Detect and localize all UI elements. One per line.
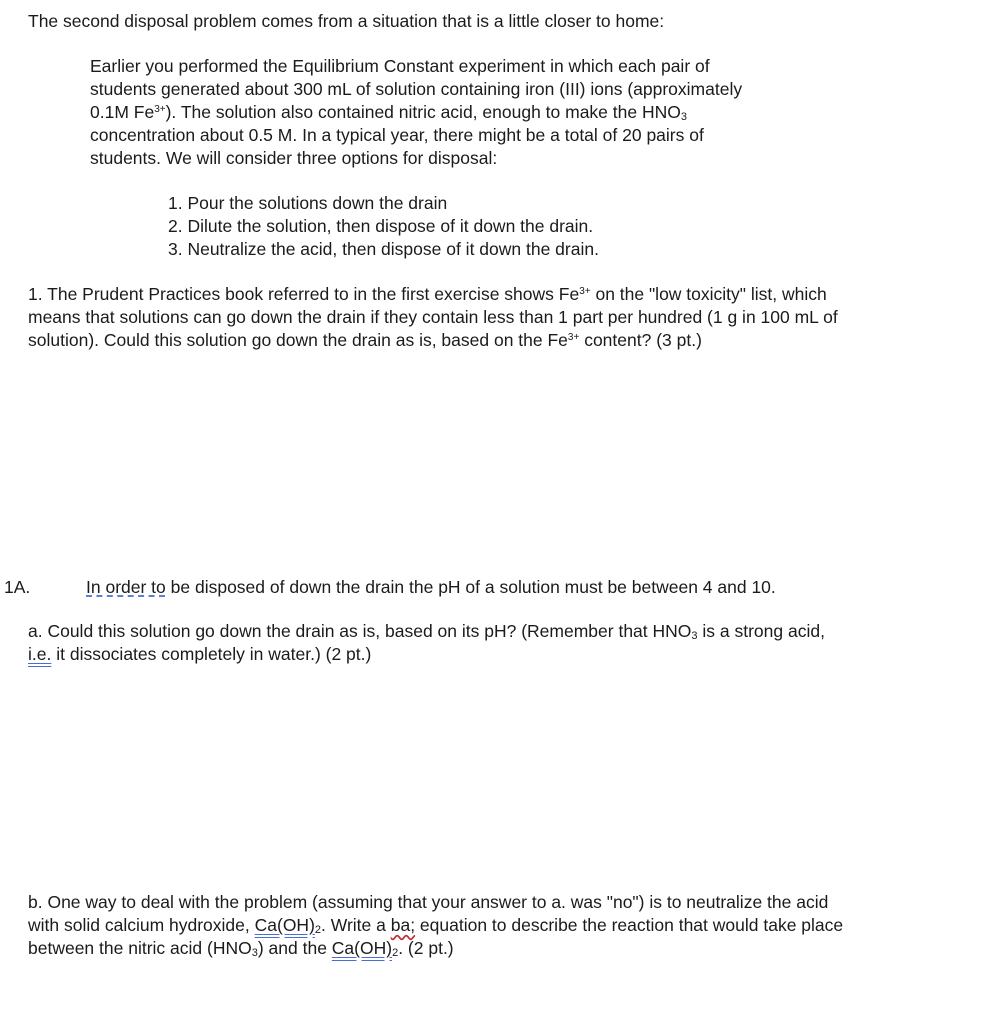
text-span: solution). Could this solution go down the drain as is, based on the Fe xyxy=(28,330,568,350)
question-line xyxy=(28,937,963,960)
text-span: between the nitric acid (HNO xyxy=(28,938,252,958)
text-span: ). The solution also contained nitric acid, enough to make the HNO xyxy=(165,102,681,122)
question-1 xyxy=(28,283,963,352)
context-line: concentration about 0.5 M. In a typical year, there might be a total of 20 pairs of xyxy=(90,125,704,145)
text-span: with solid calcium hydroxide, xyxy=(28,915,255,935)
subscript: 3 xyxy=(691,630,698,642)
subscript: 3 xyxy=(680,111,687,123)
text-span: ) and the xyxy=(257,938,332,958)
text-span: equation to describe the reaction that would take place xyxy=(415,915,844,935)
grammar-flag: In order to xyxy=(86,577,166,597)
grammar-flag: Ca(OH) xyxy=(254,915,315,935)
grammar-flag: i.e. xyxy=(28,644,52,664)
context-paragraph xyxy=(90,55,850,170)
question-line xyxy=(28,914,963,937)
question-line xyxy=(28,643,963,666)
question-line: b. One way to deal with the problem (assuming that your answer to a. was "no") is to neutralize the acid xyxy=(28,892,829,912)
question-1a-stem xyxy=(86,576,776,599)
superscript: 3+ xyxy=(567,332,580,343)
text-span: content? (3 pt.) xyxy=(579,330,702,350)
text-span: a. Could this solution go down the drain as is, based on its pH? (Remember that HNO xyxy=(28,621,692,641)
question-1a-part-b xyxy=(28,891,963,960)
question-line xyxy=(28,620,963,643)
list-item: 2. Dilute the solution, then dispose of it down the drain. xyxy=(168,216,594,236)
question-line: means that solutions can go down the drain if they contain less than 1 part per hundred (1 g in 100 mL of xyxy=(28,307,838,327)
superscript: 3+ xyxy=(579,286,591,297)
context-line: Earlier you performed the Equilibrium Constant experiment in which each pair of xyxy=(90,56,710,76)
list-item: 3. Neutralize the acid, then dispose of it down the drain. xyxy=(168,239,599,259)
intro-text: The second disposal problem comes from a situation that is a little closer to home: xyxy=(28,11,665,31)
list-item: 1. Pour the solutions down the drain xyxy=(168,193,448,213)
text-span: 1. The Prudent Practices book referred to in the first exercise shows Fe xyxy=(28,284,580,304)
question-1a-part-a xyxy=(28,620,963,666)
text-span: is a strong acid, xyxy=(697,621,825,641)
subscript: 2 xyxy=(392,947,399,959)
text-span: be disposed of down the drain the pH of a solution must be between 4 and 10. xyxy=(165,577,776,597)
text-span: 0.1M Fe xyxy=(90,102,155,122)
text-span: . (2 pt.) xyxy=(398,938,454,958)
subscript: 3 xyxy=(251,947,258,959)
spelling-flag: ba; xyxy=(390,915,416,935)
superscript: 3+ xyxy=(154,104,166,115)
text-span: . Write a xyxy=(321,915,391,935)
context-line xyxy=(90,101,850,124)
disposal-options-list xyxy=(168,192,599,261)
subscript: 2 xyxy=(314,924,322,936)
text-span: on the "low toxicity" list, which xyxy=(590,284,827,304)
grammar-flag: Ca(OH) xyxy=(331,938,393,958)
question-line xyxy=(28,329,963,352)
context-line: students. We will consider three options for disposal: xyxy=(90,148,498,168)
context-line: students generated about 300 mL of solution containing iron (III) ions (approximately xyxy=(90,79,743,99)
question-1a-label: 1A. xyxy=(4,577,31,597)
question-line xyxy=(28,283,963,306)
text-span: it dissociates completely in water.) (2 pt.) xyxy=(51,644,372,664)
